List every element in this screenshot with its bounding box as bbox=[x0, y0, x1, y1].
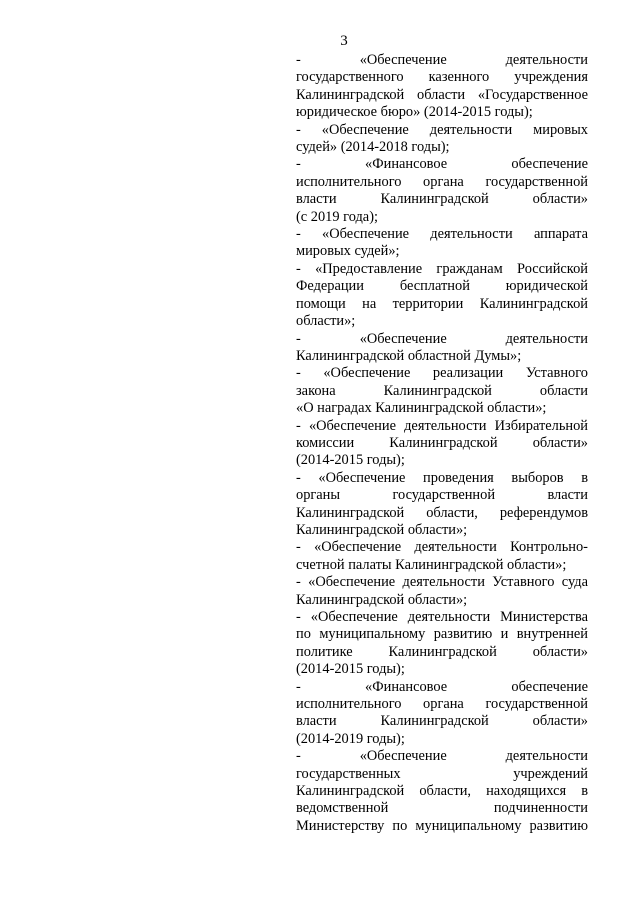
word: органа bbox=[423, 173, 464, 190]
word: - bbox=[296, 52, 301, 68]
word: аппарата bbox=[533, 226, 588, 243]
text-line bbox=[296, 191, 588, 208]
word: власти bbox=[547, 487, 588, 504]
text-line: (2014-2015 годы); bbox=[296, 661, 405, 678]
text-line: (2014-2015 годы); bbox=[296, 452, 405, 469]
word: бесплатной bbox=[399, 278, 470, 295]
text-line: судей» (2014-2018 годы); bbox=[296, 139, 450, 156]
word: «Обеспечение bbox=[321, 121, 409, 138]
word: референдумов bbox=[499, 504, 588, 521]
word: «Финансовое bbox=[365, 156, 448, 173]
text-line bbox=[296, 818, 588, 835]
word: внутренней bbox=[516, 626, 588, 643]
word: - bbox=[296, 121, 301, 138]
word: «Обеспечение bbox=[314, 539, 402, 556]
word: учреждения bbox=[514, 69, 588, 86]
word: Калининградской bbox=[479, 295, 588, 312]
word: мировых bbox=[533, 121, 588, 138]
word: Избирательной bbox=[494, 417, 588, 434]
text-column bbox=[296, 52, 588, 835]
text-line: (с 2019 года); bbox=[296, 208, 378, 225]
word: органы bbox=[296, 487, 341, 504]
word: деятельности bbox=[429, 121, 513, 138]
text-line bbox=[296, 331, 588, 348]
word: комиссии bbox=[296, 434, 355, 451]
word: суда bbox=[561, 574, 588, 591]
word: «Обеспечение bbox=[359, 52, 447, 68]
word: области» bbox=[532, 434, 588, 451]
word: власти bbox=[296, 191, 337, 208]
text-line bbox=[296, 174, 588, 191]
word: государственной bbox=[485, 173, 588, 190]
word: Уставного bbox=[525, 365, 588, 382]
text-line bbox=[296, 383, 588, 400]
text-line: юридическое бюро» (2014-2015 годы); bbox=[296, 104, 533, 121]
text-line bbox=[296, 296, 588, 313]
word: «Обеспечение bbox=[310, 609, 398, 625]
word: области» bbox=[532, 643, 588, 660]
word: территории bbox=[392, 295, 464, 312]
word: «Обеспечение bbox=[323, 365, 411, 382]
word: деятельности bbox=[505, 330, 588, 347]
word: - bbox=[296, 469, 301, 486]
word: Министерству bbox=[296, 817, 385, 834]
text-line bbox=[296, 278, 588, 295]
text-line: области»; bbox=[296, 313, 356, 330]
word: - bbox=[296, 574, 301, 591]
word: казенного bbox=[428, 69, 490, 86]
text-line: мировых судей»; bbox=[296, 243, 400, 260]
word: ведомственной bbox=[296, 800, 389, 817]
word: «Обеспечение bbox=[308, 574, 396, 591]
word: - bbox=[296, 226, 301, 243]
word: Калининградской bbox=[296, 504, 405, 521]
word: Калининградской bbox=[380, 713, 489, 730]
word: исполнительного bbox=[296, 173, 402, 190]
word: деятельности bbox=[402, 574, 485, 591]
word: - bbox=[296, 365, 301, 382]
word: по bbox=[392, 817, 408, 834]
word: деятельности bbox=[505, 52, 588, 68]
text-line bbox=[296, 52, 588, 69]
word: развитию bbox=[529, 817, 588, 834]
text-line bbox=[296, 800, 588, 817]
word: выборов bbox=[511, 469, 564, 486]
word: области bbox=[417, 86, 466, 103]
word: деятельности bbox=[407, 609, 491, 625]
word: области, bbox=[426, 504, 478, 521]
word: государственных bbox=[296, 765, 401, 782]
text-line bbox=[296, 122, 588, 139]
word: - bbox=[296, 678, 301, 695]
text-line bbox=[296, 574, 588, 591]
text-line bbox=[296, 626, 588, 643]
word: деятельности bbox=[430, 226, 513, 243]
text-line bbox=[296, 539, 588, 556]
text-line: Калининградской области»; bbox=[296, 521, 468, 538]
word: органа bbox=[423, 696, 464, 713]
word: государственной bbox=[392, 487, 496, 504]
word: - bbox=[296, 330, 301, 347]
word: политике bbox=[296, 643, 353, 660]
word: гражданам bbox=[436, 260, 503, 277]
word: Министерства bbox=[500, 609, 588, 625]
word: области, bbox=[419, 783, 472, 800]
word: «Обеспечение bbox=[318, 469, 406, 486]
word: в bbox=[581, 469, 588, 486]
word: муниципальному bbox=[415, 817, 522, 834]
page-number: 3 bbox=[340, 33, 348, 49]
word: «Обеспечение bbox=[308, 417, 396, 434]
word: обеспечение bbox=[511, 156, 588, 173]
word: по bbox=[296, 626, 311, 643]
text-line: «О наградах Калининградской области»; bbox=[296, 400, 547, 417]
word: «Государственное bbox=[477, 86, 588, 103]
text-line bbox=[296, 487, 588, 504]
text-line bbox=[296, 505, 588, 522]
word: - bbox=[296, 417, 301, 434]
word: «Предоставление bbox=[315, 260, 423, 277]
word: Калининградской bbox=[380, 191, 489, 208]
word: муниципальному bbox=[319, 626, 426, 643]
word: власти bbox=[296, 713, 337, 730]
word: на bbox=[362, 295, 377, 312]
word: Федерации bbox=[296, 278, 364, 295]
word: Калининградской bbox=[296, 86, 405, 103]
word: - bbox=[296, 609, 301, 625]
word: Калининградской bbox=[388, 643, 497, 660]
word: развитию bbox=[433, 626, 493, 643]
word: обеспечение bbox=[511, 678, 588, 695]
text-line bbox=[296, 609, 588, 626]
word: учреждений bbox=[513, 765, 588, 782]
word: государственного bbox=[296, 69, 404, 86]
text-line bbox=[296, 766, 588, 783]
text-line bbox=[296, 226, 588, 243]
word: «Финансовое bbox=[365, 678, 448, 695]
word: подчиненности bbox=[493, 800, 588, 817]
text-line bbox=[296, 156, 588, 173]
word: деятельности bbox=[505, 748, 588, 765]
text-line bbox=[296, 783, 588, 800]
text-line bbox=[296, 696, 588, 713]
word: области» bbox=[532, 713, 588, 730]
word: Российской bbox=[517, 260, 588, 277]
word: Калининградской bbox=[296, 783, 405, 800]
text-line bbox=[296, 365, 588, 382]
word: находящихся bbox=[486, 783, 567, 800]
word: - bbox=[296, 748, 301, 765]
word: - bbox=[296, 539, 301, 556]
text-line: (2014-2019 годы); bbox=[296, 730, 405, 747]
word: деятельности bbox=[404, 417, 487, 434]
word: Калининградской bbox=[383, 382, 492, 399]
word: - bbox=[296, 156, 301, 173]
word: - bbox=[296, 260, 301, 277]
word: закона bbox=[296, 382, 336, 399]
word: исполнительного bbox=[296, 696, 402, 713]
word: и bbox=[500, 626, 509, 643]
text-line: Калининградской области»; bbox=[296, 591, 468, 608]
text-line: счетной палаты Калининградской области»; bbox=[296, 556, 567, 573]
text-line bbox=[296, 679, 588, 696]
word: области bbox=[539, 382, 588, 399]
word: помощи bbox=[296, 295, 346, 312]
text-line bbox=[296, 418, 588, 435]
word: юридической bbox=[505, 278, 588, 295]
text-line bbox=[296, 748, 588, 765]
text-line bbox=[296, 470, 588, 487]
word: в bbox=[581, 783, 588, 800]
word: проведения bbox=[423, 469, 494, 486]
word: Калининградской bbox=[389, 434, 498, 451]
word: Уставного bbox=[492, 574, 555, 591]
word: Контрольно- bbox=[510, 539, 588, 556]
text-line: Калининградской областной Думы»; bbox=[296, 347, 522, 364]
text-line bbox=[296, 261, 588, 278]
text-line bbox=[296, 435, 588, 452]
text-line bbox=[296, 644, 588, 661]
word: реализации bbox=[432, 365, 504, 382]
word: деятельности bbox=[414, 539, 497, 556]
word: «Обеспечение bbox=[359, 330, 447, 347]
word: «Обеспечение bbox=[359, 748, 447, 765]
text-line bbox=[296, 87, 588, 104]
text-line bbox=[296, 69, 588, 86]
text-line bbox=[296, 713, 588, 730]
word: области» bbox=[532, 191, 588, 208]
word: государственной bbox=[485, 696, 588, 713]
word: «Обеспечение bbox=[322, 226, 410, 243]
